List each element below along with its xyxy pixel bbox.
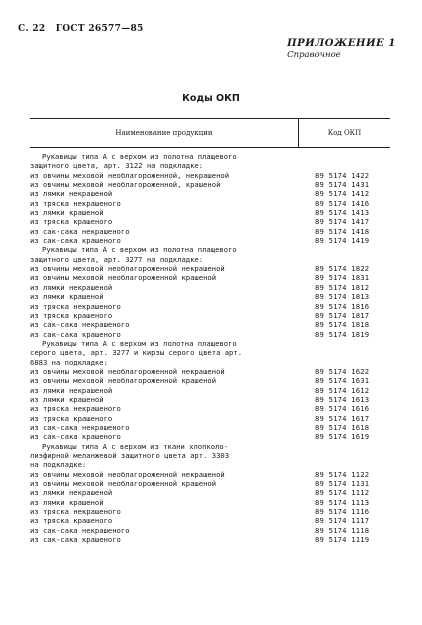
product-name: из лямки крашеной — [30, 208, 104, 218]
okp-code: 89 5174 1422 — [315, 170, 370, 180]
okp-code — [315, 460, 390, 469]
table-row — [30, 255, 390, 264]
product-name: защитного цвета, арт. 3277 на подкладке: — [30, 254, 204, 264]
table-row — [30, 208, 390, 217]
okp-code: 89 5174 1812 — [315, 282, 370, 292]
table-row — [30, 535, 390, 544]
product-name: из сак-сака некрашеного — [30, 422, 130, 432]
product-name: из овчины меховой необлагороженной крашеной — [30, 273, 217, 283]
okp-code: 89 5174 1418 — [315, 226, 370, 236]
table-row — [30, 395, 390, 404]
okp-code — [315, 451, 390, 460]
okp-code — [318, 339, 391, 348]
okp-code: 89 5174 1412 — [315, 189, 370, 199]
table-row — [30, 330, 390, 339]
product-name: из тряска крашеного — [30, 310, 113, 320]
okp-code: 89 5174 1816 — [315, 301, 370, 311]
okp-code: 89 5174 1813 — [315, 292, 370, 302]
product-name: из лямки крашеной — [30, 497, 104, 507]
product-name: из тряска некрашеного — [30, 198, 121, 208]
table-row — [30, 432, 390, 441]
table-row — [30, 292, 390, 301]
table-row — [30, 414, 390, 423]
product-name: из тряска некрашеного — [30, 507, 121, 517]
table-row — [30, 367, 390, 376]
table-row — [30, 348, 390, 357]
okp-code: 89 5174 1131 — [315, 479, 370, 489]
product-name: Рукавицы типа А с верхом из полотна плащевого — [42, 245, 237, 255]
product-name: из овчины меховой необлагороженной некрашеной — [30, 264, 225, 274]
table-row — [30, 339, 390, 348]
table-row — [30, 320, 390, 329]
table-row — [30, 152, 390, 161]
okp-code — [318, 442, 391, 451]
product-name: из лямки крашеной — [30, 394, 104, 404]
product-name: из сак-сака крашеного — [30, 236, 121, 246]
okp-code: 89 5174 1818 — [315, 320, 370, 330]
product-name: из сак-сака некрашеного — [30, 525, 130, 535]
column-header-code: Код ОКП — [327, 129, 362, 137]
okp-code: 89 5174 1618 — [315, 422, 370, 432]
table-row — [30, 442, 390, 451]
okp-code: 89 5174 1619 — [315, 432, 370, 442]
product-name: из тряска крашеного — [30, 413, 113, 423]
table-row — [30, 451, 390, 460]
product-name: защитного цвета, арт. 3122 на подкладке: — [30, 161, 204, 171]
product-name: из сак-сака крашеного — [30, 329, 121, 339]
product-name: из тряска крашеного — [30, 516, 113, 526]
product-name: из овчины меховой необлагороженной, некрашеной — [30, 170, 230, 180]
okp-code — [315, 348, 390, 357]
okp-code: 89 5174 1113 — [315, 497, 370, 507]
okp-code: 89 5174 1631 — [315, 376, 370, 386]
product-name: Рукавицы типа А с верхом из полотна плащевого — [42, 152, 237, 161]
okp-code — [315, 255, 390, 264]
okp-code: 89 5174 1119 — [315, 535, 370, 545]
product-name: из сак-сака некрашеного — [30, 320, 130, 330]
okp-code: 89 5174 1417 — [315, 217, 370, 227]
okp-code: 89 5174 1416 — [315, 198, 370, 208]
okp-code: 89 5174 1118 — [315, 525, 370, 535]
okp-code: 89 5174 1617 — [315, 413, 370, 423]
okp-code: 89 5174 1616 — [315, 404, 370, 414]
table-row — [30, 283, 390, 292]
appendix-title: ПРИЛОЖЕНИЕ 1 — [287, 38, 396, 49]
table-body — [30, 152, 390, 544]
okp-code: 89 5174 1612 — [315, 385, 370, 395]
table-row — [30, 180, 390, 189]
product-name: серого цвета, арт. 3277 и кирзы серого цвета арт. — [30, 348, 243, 358]
okp-code: 89 5174 1822 — [315, 264, 370, 274]
okp-code: 89 5174 1117 — [315, 516, 370, 526]
product-name: из овчины меховой необлагороженной крашеной — [30, 479, 217, 489]
table-row — [30, 358, 390, 367]
product-name: из тряска некрашеного — [30, 404, 121, 414]
column-header-name: Наименование продукции — [30, 119, 299, 147]
table-row — [30, 171, 390, 180]
table-row — [30, 264, 390, 273]
product-name: Рукавицы типа А с верхом из полотна плащевого — [42, 338, 237, 348]
okp-code: 89 5174 1613 — [315, 394, 370, 404]
okp-code — [315, 358, 390, 367]
okp-code: 89 5174 1419 — [315, 236, 370, 246]
product-name: Рукавицы типа А с верхом из ткани хлопколо- — [42, 441, 229, 451]
product-name: лиэфирной меланжевой защитного цвета арт. 3303 — [30, 451, 230, 460]
table-row — [30, 460, 390, 469]
product-name: из овчины меховой необлагороженной некрашеной — [30, 366, 225, 376]
table-row — [30, 302, 390, 311]
okp-code: 89 5174 1116 — [315, 507, 370, 517]
table-row — [30, 273, 390, 282]
table-row — [30, 516, 390, 525]
table-row — [30, 311, 390, 320]
product-name: из сак-сака некрашеного — [30, 226, 130, 236]
product-name: из тряска крашеного — [30, 217, 113, 227]
appendix-subtitle: Справочное — [287, 50, 341, 60]
table-row — [30, 386, 390, 395]
table-row — [30, 470, 390, 479]
table-row — [30, 245, 390, 254]
table-row — [30, 498, 390, 507]
okp-code: 89 5174 1112 — [315, 488, 370, 498]
product-name: из овчины меховой необлагороженной, крашеной — [30, 180, 221, 190]
table-row — [30, 199, 390, 208]
table-row — [30, 236, 390, 245]
product-name: из овчины меховой необлагороженной некрашеной — [30, 469, 225, 479]
table-row — [30, 507, 390, 516]
product-name: из сак-сака крашеного — [30, 535, 121, 545]
page-number: С. 22 — [18, 24, 46, 34]
okp-code — [315, 161, 390, 170]
product-name: из лямки крашеной — [30, 292, 104, 302]
table-row — [30, 227, 390, 236]
product-name: из лямки некрашеной — [30, 189, 113, 199]
okp-code: 89 5174 1413 — [315, 208, 370, 218]
product-name: из лямки некрашеной — [30, 282, 113, 292]
section-title: Коды ОКП — [182, 93, 240, 104]
table-row — [30, 376, 390, 385]
okp-code — [318, 152, 391, 161]
table-row — [30, 217, 390, 226]
okp-code: 89 5174 1431 — [315, 180, 370, 190]
okp-code: 89 5174 1831 — [315, 273, 370, 283]
product-name: 6883 на подкладке: — [30, 357, 108, 367]
product-name: из овчины меховой необлагороженной крашеной — [30, 376, 217, 386]
okp-code — [318, 245, 391, 254]
page-header — [18, 24, 144, 34]
table-header — [30, 118, 390, 148]
table-row — [30, 479, 390, 488]
table-row — [30, 189, 390, 198]
okp-code: 89 5174 1817 — [315, 310, 370, 320]
okp-code: 89 5174 1819 — [315, 329, 370, 339]
okp-code: 89 5174 1122 — [315, 469, 370, 479]
product-name: из лямки некрашеной — [30, 488, 113, 498]
okp-code: 89 5174 1622 — [315, 366, 370, 376]
product-name: из лямки некрашеной — [30, 385, 113, 395]
standard-number: ГОСТ 26577—85 — [55, 24, 144, 34]
table-row — [30, 404, 390, 413]
table-row — [30, 526, 390, 535]
table-row — [30, 488, 390, 497]
product-name: из тряска некрашеного — [30, 301, 121, 311]
appendix-label — [287, 38, 396, 60]
product-name: из сак-сака крашеного — [30, 432, 121, 442]
table-row — [30, 423, 390, 432]
table-row — [30, 161, 390, 170]
product-name: на подкладке: — [30, 460, 87, 470]
